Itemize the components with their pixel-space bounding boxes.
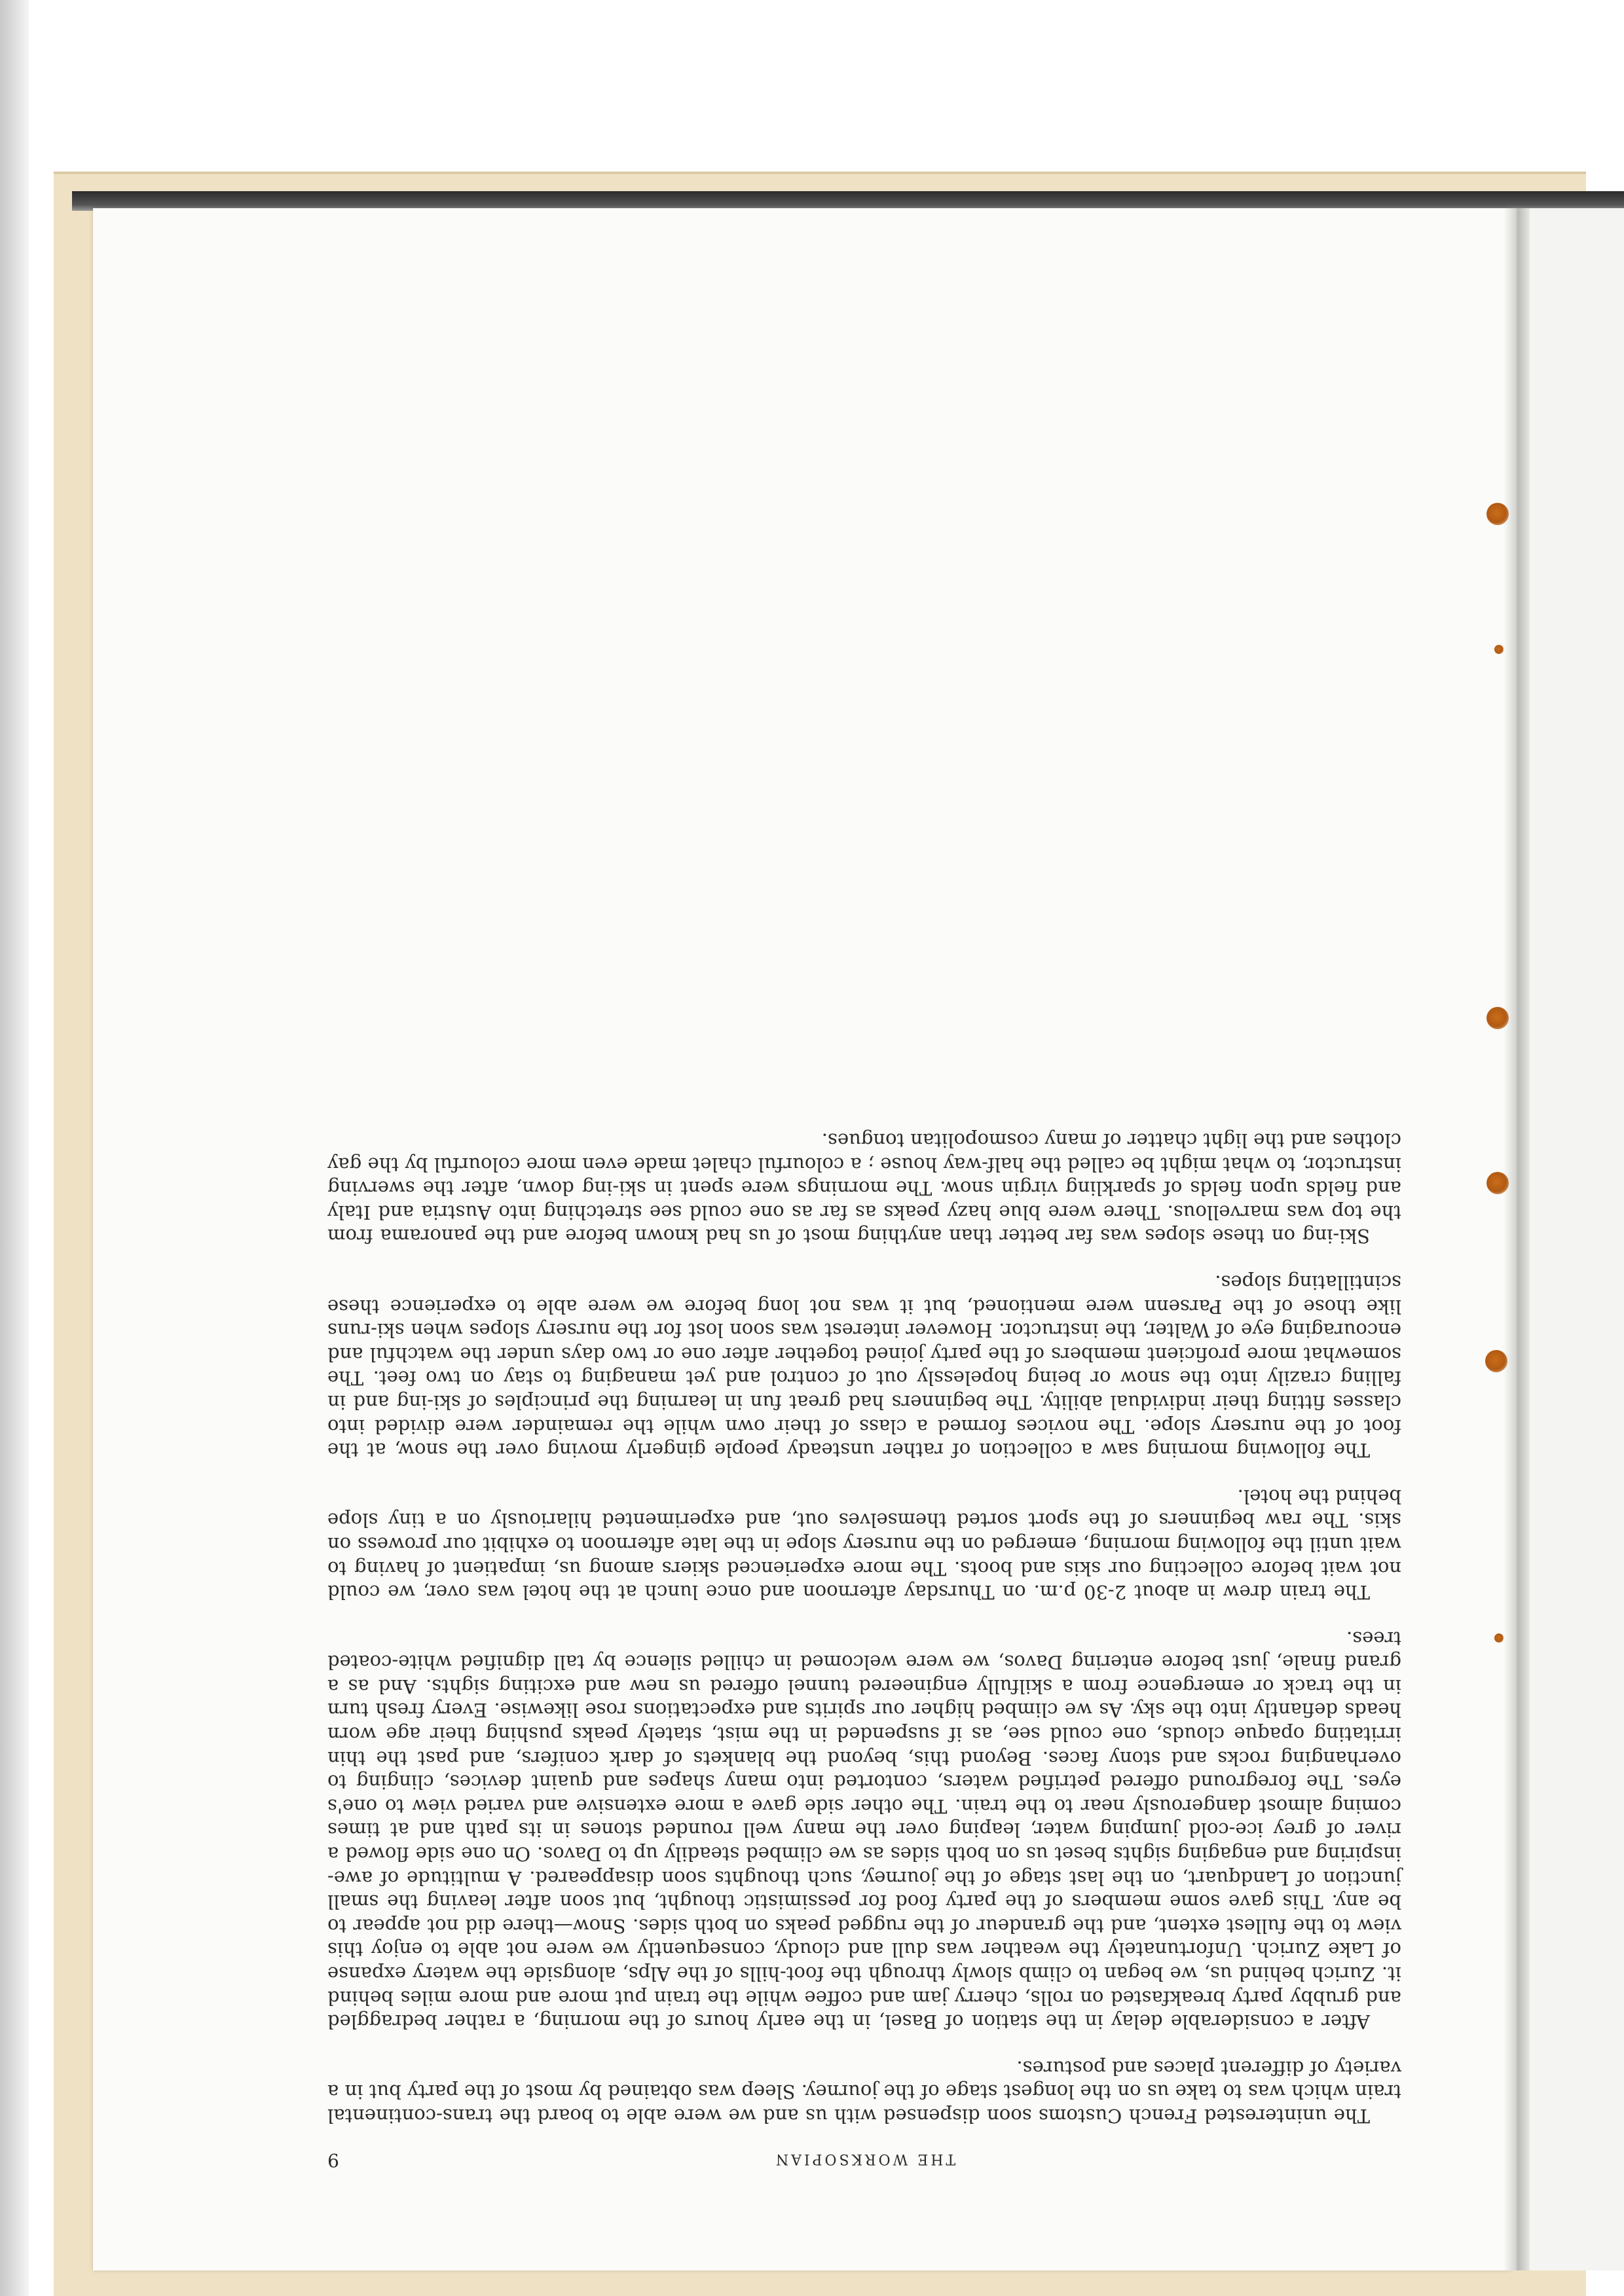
binding-spot <box>1486 1007 1509 1029</box>
page-number: 9 <box>327 2149 339 2171</box>
adjacent-page <box>1530 208 1624 2270</box>
binding-spot <box>1486 503 1509 525</box>
binding-spot <box>1486 1172 1509 1194</box>
paragraph: The following morning saw a collection of rather unsteady people gingerly moving over the snow, at the foot of the nursery slope. The novices formed a class of their own while the remainder were divided into classes fitting their individual ability. The beginners had great fun in learning the principles of ski-ing and in falling crazily into the snow or being hopelessly out of control and yet managing to stay on two feet. The somewhat more proficient members of the party joined together after one or two days under the watchful and encouraging eye of Walter, the instructor. However interest was soon lost for the nursery slopes when ski-runs like those of the Parsenn were mentioned, but it was not long before we were able to experience these scintillating slopes. <box>327 1271 1401 1462</box>
paragraph: Ski-ing on these slopes was far better than anything most of us had known before and the panorama from the top was marvellous. There were blue hazy peaks as far as one could see stretching into Austria and Italy and fields upon fields of sparkling virgin snow. The mornings were spent in ski-ing down, after the swerving instructor, to what might be called the half-way house ; a colourful chalet made even more colourful by the gay clothes and the light chatter of many cosmopolitan tongues. <box>327 1129 1401 1248</box>
paragraph: The train drew in about 2-30 p.m. on Thursday afternoon and once lunch at the hotel was over, we could not wait before collecting our skis and boots. The more experienced skiers among us, impatient of having to wait until the following morning, emerged on the nursery slope in the late afternoon to exhibit our prowess on skis. The raw beginners of the sport sorted themselves out, and experimented hilariously on a tiny slope behind the hotel. <box>327 1485 1401 1604</box>
printed-text-upside-down <box>327 452 1401 2171</box>
binding-spot <box>1494 645 1504 654</box>
paragraph: The uninterested French Customs soon dispensed with us and we were able to board the trans-continental train which was to take us on the longest stage of the journey. Sleep was obtained by most of the party but in a variety of different places and postures. <box>327 2056 1401 2127</box>
scanner-edge <box>0 0 29 2296</box>
running-title: THE WORKSOPIAN <box>773 2151 956 2167</box>
binding-spot <box>1485 1350 1507 1372</box>
running-head <box>327 2128 1401 2171</box>
paragraph: After a considerable delay in the station of Basel, in the early hours of the morning, a rather bedraggled and grubby party breakfasted on rolls, cherry jam and coffee while the train put more and more miles behind it. Zurich behind us, we began to climb slowly through the foot-hills of the Alps, alongside the watery expanse of Lake Zurich. Unfortunately the weather was dull and cloudy, consequently we were not able to enjoy this view to the fullest extent, and the grandeur of the rugged peaks on both sides. Snow—there did not appear to be any. This gave some members of the party food for pessimistic thought, but soon after leaving the small junction of Landquart, on the last stage of the journey, such thoughts soon disappeared. A multitude of awe-inspiring and engaging sights beset us on both sides as we climbed steadily up to Davos. On one side flowed a river of grey ice-cold jumping water, leaping over the many well rounded stones in its path and at times coming almost dangerously near to the train. The other side gave a more extensive and varied view to one's eyes. The foreground offered petrified waters, contorted into many shapes and quaint devices, clinging to overhanging rocks and stony faces. Beyond this, beyond the blankets of dark conifers, and past the thin irritating opaque clouds, one could see, as if suspended in the mist, stately peaks pushing their age worn heads defiantly into the sky. As we climbed higher our spirits and expectations rose likewise. Every fresh turn in the track or emergence from a skilfully engineered tunnel offered us new and exciting sights. And as a grand finale, just before entering Davos, we were welcomed in chilled silence by tall dignified white-coated trees. <box>327 1627 1401 2033</box>
binding-spot <box>1494 1633 1504 1643</box>
